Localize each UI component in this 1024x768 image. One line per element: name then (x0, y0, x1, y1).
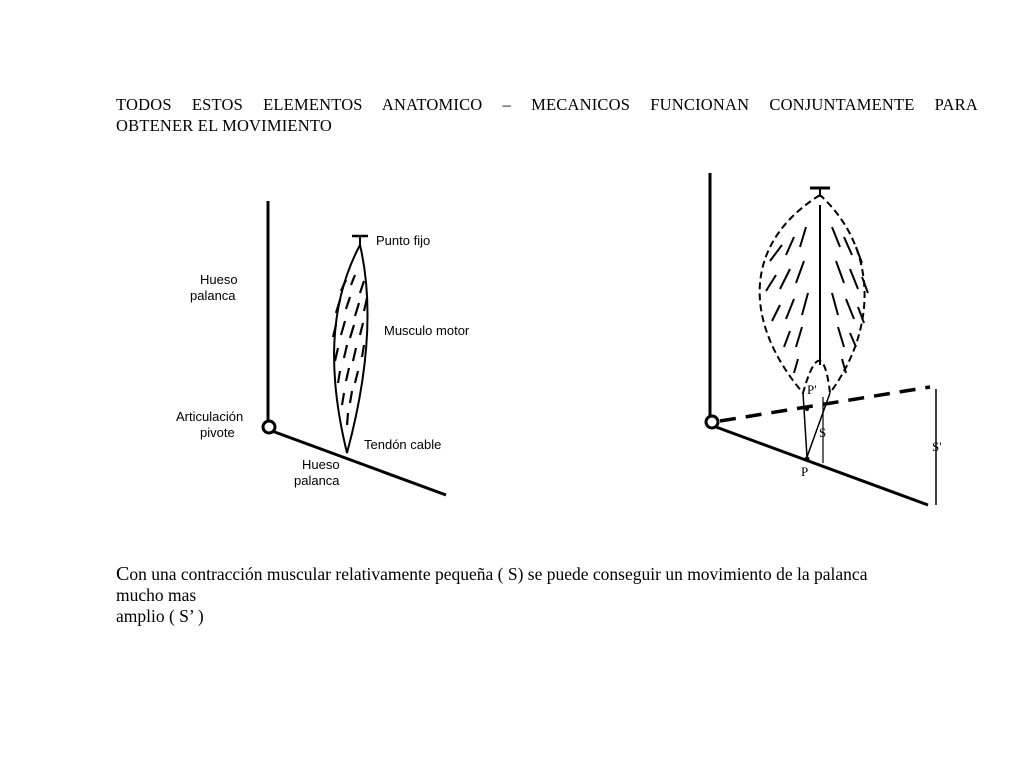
muscle-outline (760, 195, 865, 393)
label-p-prime: P' (807, 382, 817, 397)
right-lever-diagram (690, 165, 960, 515)
label-punto-fijo: Punto fijo (376, 233, 431, 248)
heading-line-1: TODOS ESTOS ELEMENTOS ANATOMICO – MECANICOS FUNCIONAN CONJUNTAMENTE PARA (116, 95, 978, 114)
heading (116, 94, 978, 136)
point-p-prime-dot (805, 407, 809, 411)
caption-line-1: on una contracción muscular relativamente pequeña ( S) se puede conseguir un movimiento de la palanca (129, 564, 868, 584)
caption (116, 564, 996, 627)
label-hueso-palanca-horizontal: Hueso palanca (294, 457, 340, 488)
muscle-fibers (766, 205, 868, 373)
caption-line-2: mucho mas (116, 585, 197, 605)
label-p: P (801, 464, 809, 479)
left-lever-diagram (170, 185, 510, 515)
displaced-lever-dashed (720, 387, 930, 421)
label-tendon-cable: Tendón cable (364, 437, 442, 452)
heading-line-2: OBTENER EL MOVIMIENTO (116, 116, 332, 135)
point-p-dot (805, 457, 810, 462)
label-articulacion-pivote: Articulación pivote (176, 409, 244, 440)
tendon-line-left (803, 393, 807, 457)
label-s-prime: S' (932, 439, 942, 454)
label-s: S (819, 425, 827, 440)
pivot-joint-circle (706, 416, 718, 428)
label-hueso-palanca-vertical: Hueso palanca (190, 272, 238, 303)
caption-initial: C (116, 563, 130, 585)
label-musculo-motor: Musculo motor (384, 323, 470, 338)
pivot-joint-circle (263, 421, 275, 433)
caption-line-3: amplio ( S’ ) (116, 606, 204, 626)
